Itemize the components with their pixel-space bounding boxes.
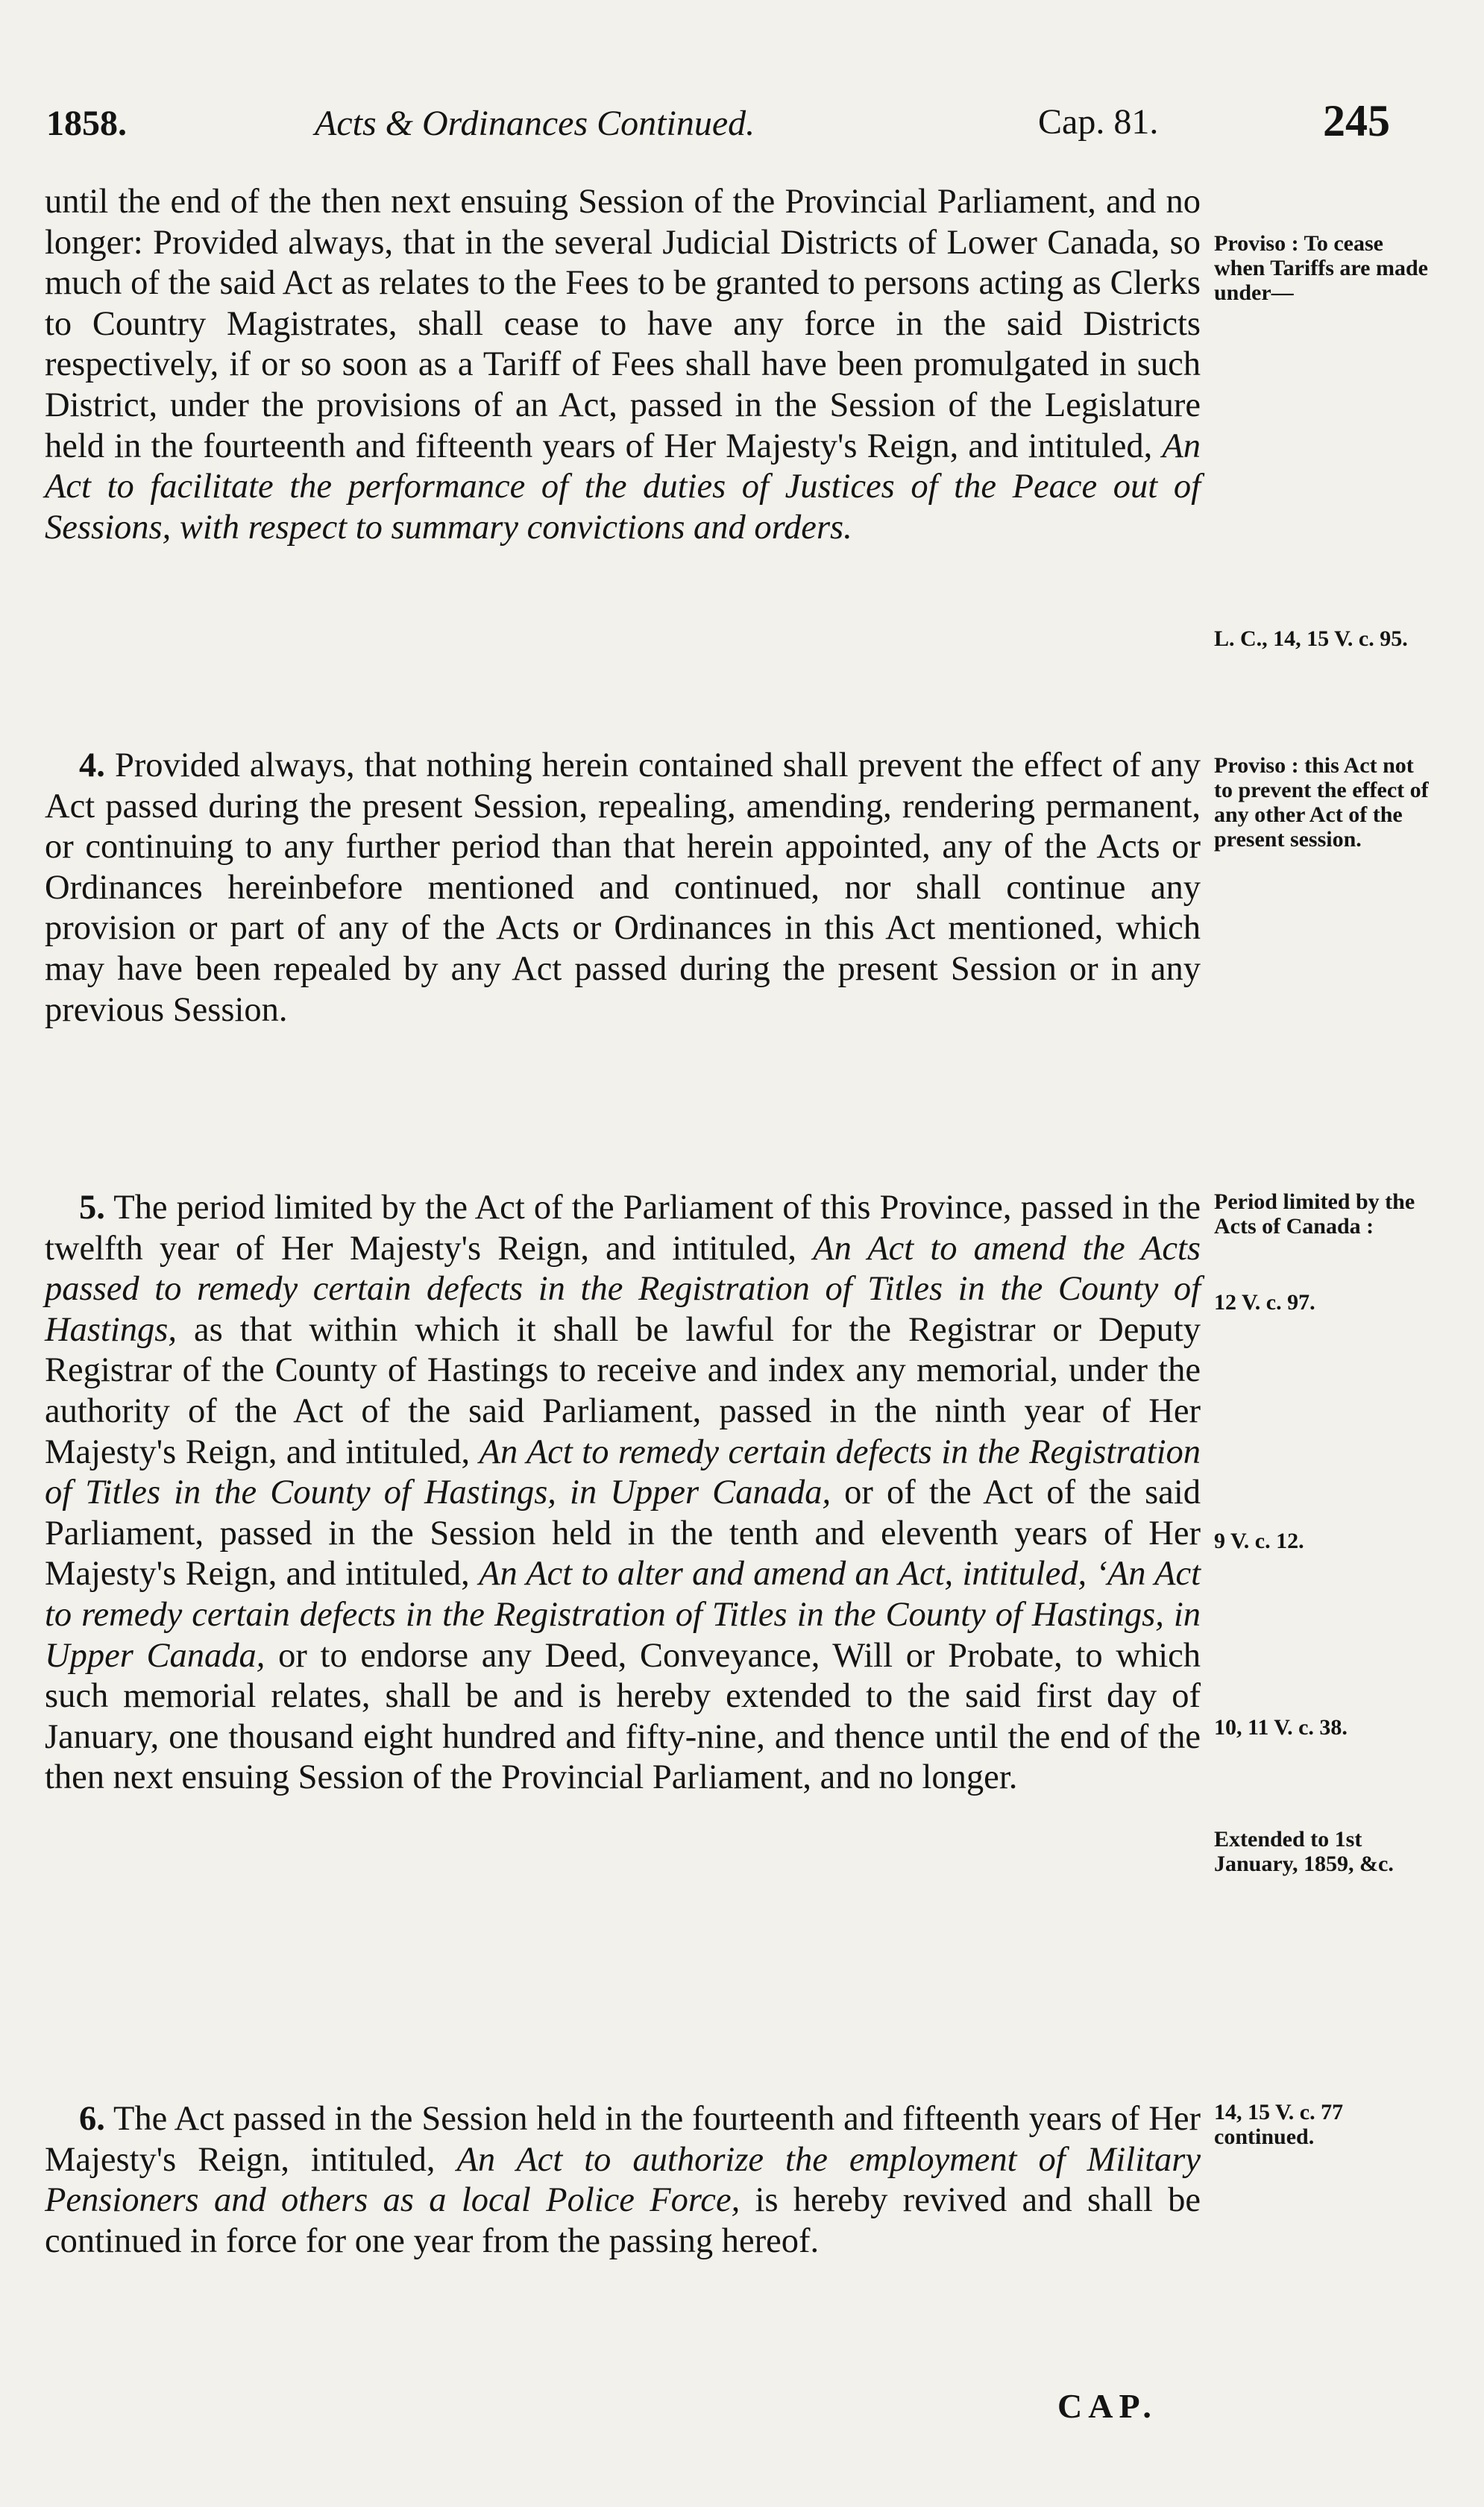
paragraph-text: or of the Act of the said Parliament, passed in the Session held in the tenth and eleventh years of Her Majesty's Reign, and intituled,	[45, 1473, 1201, 1594]
header-chapter: Cap. 81.	[1038, 102, 1159, 142]
section-5	[45, 1188, 1201, 1799]
margin-note: Proviso : To cease when Tariffs are made under—	[1214, 231, 1428, 305]
margin-note: Extended to 1st January, 1859, &c.	[1214, 1827, 1394, 1876]
paragraph-text: or to endorse any Deed, Conveyance, Will or Probate, to which such memorial relates, shall be and is hereby extended to the said first day of January, one thousand eight hundred and fifty-nine, and thence until the end of the then next ensuing Session of the Provincial Parliament, and no longer.	[45, 1636, 1201, 1797]
act-title: An Act to amend the Acts passed to remedy certain defects in the Registration of Titles in the County of Hastings,	[45, 1229, 1201, 1349]
act-title: An Act to authorize the employment of Military Pensioners and others as a local Police Force,	[45, 2140, 1201, 2220]
section-6	[45, 2099, 1201, 2262]
paragraph-text: The Act passed in the Session held in the fourteenth and fifteenth years of Her Majesty's Reign, intituled,	[45, 2100, 1201, 2179]
act-title: An Act to remedy certain defects in the Registration of Titles in the County of Hastings, in Upper Canada,	[45, 1432, 1201, 1512]
section-4	[45, 746, 1201, 1031]
act-title: An Act to facilitate the performance of the duties of Justices of the Peace out of Sessions, with respect to summary convictions and orders.	[45, 427, 1201, 547]
paragraph-continuation	[45, 182, 1201, 548]
margin-note: 12 V. c. 97.	[1214, 1290, 1315, 1315]
margin-note: 10, 11 V. c. 38.	[1214, 1715, 1348, 1740]
section-number: 5.	[79, 1189, 105, 1227]
act-title: An Act to alter and amend an Act, intituled, ‘An Act to remedy certain defects in the Registration of Titles in the County of Hastings, in Upper Canada,	[45, 1555, 1201, 1675]
margin-note: Period limited by the Acts of Canada :	[1214, 1189, 1415, 1239]
margin-note: L. C., 14, 15 V. c. 95.	[1214, 626, 1408, 651]
section-number: 4.	[79, 746, 105, 784]
section-number: 6.	[79, 2100, 105, 2138]
catchword: CAP.	[1057, 2387, 1157, 2425]
paragraph-text: Provided always, that nothing herein contained shall prevent the effect of any Act passed during the present Session, repealing, amending, rendering permanent, or continuing to any further period than that herein appointed, any of the Acts or Ordinances hereinbefore mentioned and continued, nor shall continue any provision or part of any of the Acts or Ordinances in this Act mentioned, which may have been repealed by any Act passed during the present Session or in any previous Session.	[45, 746, 1201, 1029]
paragraph-text: until the end of the then next ensuing Session of the Provincial Parliament, and no longer: Provided always, that in the several Judicial Districts of Lower Canada, so much of the said Act as relates to the Fees to be granted to persons acting as Clerks to Country Magistrates, shall cease to have any force in the said Districts respectively, if or so soon as a Tariff of Fees shall have been promulgated in such District, under the provisions of an Act, passed in the Session of the Legislature held in the fourteenth and fifteenth years of Her Majesty's Reign, and intituled,	[45, 183, 1201, 465]
margin-note: 9 V. c. 12.	[1214, 1529, 1304, 1553]
paragraph-text: The period limited by the Act of the Parliament of this Province, passed in the twelfth year of Her Majesty's Reign, and intituled,	[45, 1189, 1201, 1268]
paragraph-text: as that within which it shall be lawful for the Registrar or Deputy Registrar of the County of Hastings to receive and index any memorial, under the authority of the Act of the said Parliament, passed in the ninth year of Her Majesty's Reign, and intituled,	[45, 1310, 1201, 1471]
margin-note: Proviso : this Act not to prevent the effect of any other Act of the present session.	[1214, 753, 1429, 852]
page-number: 245	[1323, 96, 1390, 145]
margin-note: 14, 15 V. c. 77 continued.	[1214, 2100, 1344, 2149]
paragraph-text: is hereby revived and shall be continued in force for one year from the passing hereof.	[45, 2181, 1201, 2260]
running-head	[46, 95, 1403, 148]
header-year: 1858.	[46, 104, 127, 143]
header-title: Acts & Ordinances Continued.	[315, 104, 755, 143]
